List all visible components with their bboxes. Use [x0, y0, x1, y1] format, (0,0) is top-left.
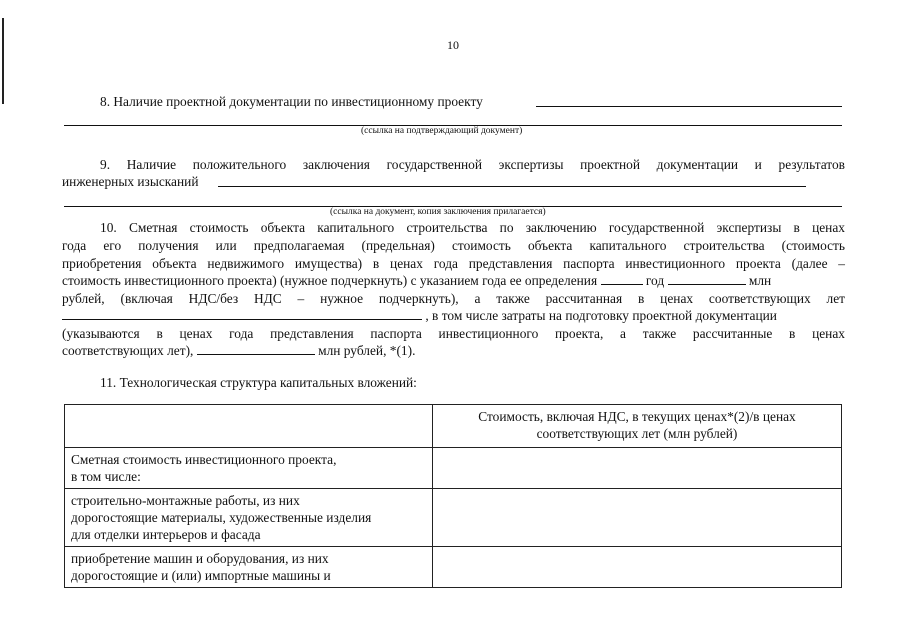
page-number: 10 [447, 38, 459, 52]
row-label-line: в том числе: [71, 469, 141, 484]
item-10-line-6 [62, 306, 777, 325]
row-label [65, 448, 433, 489]
row-value-cell[interactable] [433, 547, 842, 588]
item-10-line-8-text: соответствующих лет), [62, 343, 194, 358]
amount-blank[interactable] [668, 272, 746, 285]
year-label: год [645, 273, 665, 288]
item-9-line-1: 9. Наличие положительного заключения государственной экспертизы проектной документации и результатов [100, 157, 845, 172]
item-9-line-2: инженерных изысканий [62, 174, 199, 189]
row-label-line: приобретение машин и оборудования, из них [71, 551, 329, 566]
item-10-line-1: 10. Сметная стоимость объекта капитального строительства по заключению государственной экспертизы в ценах [100, 220, 845, 235]
row-label [65, 547, 433, 588]
header-cell-empty [65, 405, 433, 448]
item-8-fill-line[interactable] [536, 106, 842, 107]
mln-label: млн [748, 273, 772, 288]
row-value-cell[interactable] [433, 448, 842, 489]
row-label-line: для отделки интерьеров и фасада [71, 527, 261, 542]
item-8-text: 8. Наличие проектной документации по инвестиционному проекту [100, 94, 483, 109]
year-blank[interactable] [601, 272, 643, 285]
row-label-line: дорогостоящие и (или) импортные машины и [71, 568, 331, 583]
row-label-line: дорогостоящие материалы, художественные изделия [71, 510, 372, 525]
capital-investment-table [64, 404, 842, 588]
item-10-line-7: (указываются в ценах года представления паспорта инвестиционного проекта, а также рассчитанные в ценах [62, 326, 845, 341]
item-9-caption: (ссылка на документ, копия заключения прилагается) [330, 207, 546, 217]
item-11-title: 11. Технологическая структура капитальных вложений: [100, 375, 417, 390]
row-value-cell[interactable] [433, 489, 842, 547]
yearly-prices-blank[interactable] [62, 307, 422, 320]
table-row [65, 489, 842, 547]
item-10-line-6-text: , в том числе затраты на подготовку проектной документации [425, 308, 777, 323]
item-10-line-5: рублей, (включая НДС/без НДС – нужное подчеркнуть), а также рассчитанная в ценах соответствующих лет [62, 291, 845, 306]
row-label-line: строительно-монтажные работы, из них [71, 493, 300, 508]
header-cell-cost: Стоимость, включая НДС, в текущих ценах*(2)/в ценах соответствующих лет (млн рублей) [433, 405, 842, 448]
table-row [65, 448, 842, 489]
row-label [65, 489, 433, 547]
item-10-line-4-text: стоимость инвестиционного проекта) (нужное подчеркнуть) с указанием года ее определения [62, 273, 598, 288]
left-margin-bar [2, 18, 4, 104]
item-10-line-2: года его получения или предполагаемая (предельная) стоимость объекта капитального строительства (стоимость [62, 238, 845, 253]
table-header-row [65, 405, 842, 448]
row-label-line: Сметная стоимость инвестиционного проекта, [71, 452, 337, 467]
item-10-line-8-tail: млн рублей, *(1). [318, 343, 416, 358]
item-10-line-3: приобретения объекта недвижимого имущества) в ценах года представления паспорта инвестиционного проекта (далее – [62, 256, 845, 271]
table-row [65, 547, 842, 588]
item-8-caption: (ссылка на подтверждающий документ) [361, 126, 523, 136]
item-10-line-8 [62, 341, 415, 360]
item-9-fill-line[interactable] [218, 186, 806, 187]
design-cost-blank[interactable] [197, 342, 315, 355]
item-10-line-4 [62, 271, 771, 290]
